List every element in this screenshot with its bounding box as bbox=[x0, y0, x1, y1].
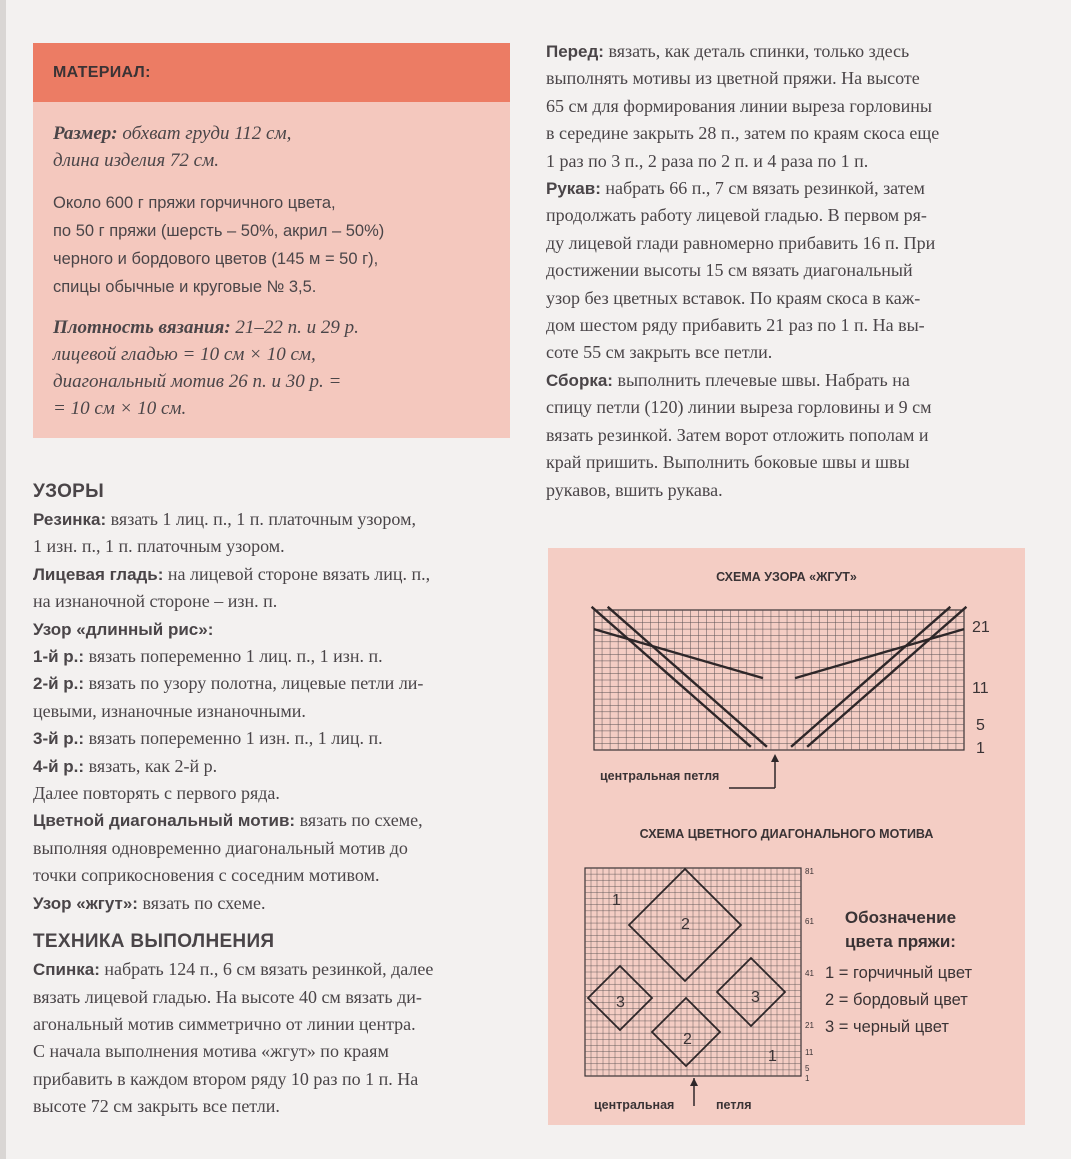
patterns-heading: УЗОРЫ bbox=[33, 481, 105, 502]
density-line: = 10 см × 10 см. bbox=[53, 398, 187, 419]
legend-title-1: Обозначение bbox=[844, 908, 957, 927]
chart2-area-label: 2 bbox=[681, 916, 690, 933]
text-line bbox=[33, 506, 513, 533]
text-line bbox=[33, 670, 513, 697]
text-line bbox=[33, 1038, 513, 1065]
line-text: точки соприкосновения с соседним мотивом. bbox=[33, 865, 380, 886]
term-label: Перед: bbox=[546, 42, 604, 61]
left-column bbox=[33, 478, 513, 1121]
text-line bbox=[546, 477, 1026, 504]
line-text: 65 см для формирования линии выреза горловины bbox=[546, 95, 932, 116]
density-line: лицевой гладью = 10 см × 10 см, bbox=[53, 344, 316, 365]
chart2-area-label: 1 bbox=[768, 1048, 777, 1065]
term-label: Спинка: bbox=[33, 960, 100, 980]
text-line bbox=[33, 890, 513, 917]
line-text: дом шестом ряду прибавить 21 раз по 1 п. На вы- bbox=[546, 315, 925, 336]
line-text: спицу петли (120) линии выреза горловины и 9 см bbox=[546, 397, 932, 418]
text-line bbox=[33, 533, 513, 560]
line-text: на изнаночной стороне – изн. п. bbox=[33, 591, 278, 612]
term-label: 1-й р.: bbox=[33, 647, 85, 667]
chart2-row-label: 41 bbox=[805, 969, 814, 978]
line-text: узор без цветных вставок. По краям скоса в каж- bbox=[546, 287, 921, 308]
legend-item-3: 3 = черный цвет bbox=[825, 1018, 949, 1036]
line-text: цевыми, изнаночные изнаночными. bbox=[33, 700, 306, 721]
text-line bbox=[33, 835, 513, 862]
yarn-legend bbox=[825, 906, 973, 1041]
chart1-row-5: 5 bbox=[976, 717, 985, 734]
text-line bbox=[546, 257, 1026, 284]
text-line bbox=[33, 561, 513, 588]
text-line bbox=[546, 367, 1026, 394]
text-line bbox=[33, 956, 513, 983]
text-line bbox=[33, 1011, 513, 1038]
yarn-line: по 50 г пряжи (шерсть – 50%, акрил – 50%) bbox=[53, 222, 385, 240]
material-box bbox=[33, 43, 510, 438]
text-line bbox=[33, 1093, 513, 1120]
schemes-box bbox=[548, 548, 1025, 1125]
diagonal-motif-chart bbox=[578, 860, 858, 1120]
text-line bbox=[546, 312, 1026, 339]
line-text: прибавить в каждом втором ряду 10 раз по 1 п. На bbox=[33, 1068, 419, 1089]
text-line bbox=[33, 862, 513, 889]
text-line bbox=[33, 616, 513, 643]
line-text: в середине закрыть 28 п., затем по краям скоса еще bbox=[546, 123, 940, 144]
chart2-row-label: 5 bbox=[805, 1064, 810, 1073]
line-text: вязать лицевой гладью. На высоте 40 см вязать ди- bbox=[33, 986, 422, 1007]
text-line bbox=[546, 38, 1026, 65]
line-text: вязать по узору полотна, лицевые петли ли- bbox=[84, 673, 424, 694]
chart1-row-11: 11 bbox=[972, 680, 989, 697]
line-text: край пришить. Выполнить боковые швы и швы bbox=[546, 452, 910, 473]
line-text: выполнять мотивы из цветной пряжи. На высоте bbox=[546, 68, 920, 89]
text-line bbox=[33, 588, 513, 615]
chart1-row-21: 21 bbox=[972, 619, 990, 636]
line-text: продолжать работу лицевой гладью. В первом ря- bbox=[546, 205, 927, 226]
line-text: высоте 72 см закрыть все петли. bbox=[33, 1096, 280, 1117]
text-line bbox=[546, 175, 1026, 202]
text-line bbox=[546, 339, 1026, 366]
term-label: 2-й р.: bbox=[33, 674, 85, 694]
text-line bbox=[546, 65, 1026, 92]
chart2-row-label: 21 bbox=[805, 1021, 814, 1030]
text-line bbox=[33, 753, 513, 780]
line-text: вязать 1 лиц. п., 1 п. платочным узором, bbox=[106, 509, 416, 529]
text-line bbox=[33, 643, 513, 670]
chart1-braid-strand bbox=[807, 607, 966, 747]
term-label: Резинка: bbox=[33, 510, 107, 529]
chart2-area-label: 1 bbox=[612, 892, 621, 909]
text-line bbox=[33, 780, 513, 807]
chart2-row-label: 81 bbox=[805, 867, 814, 876]
term-label: 3-й р.: bbox=[33, 729, 85, 749]
text-line bbox=[546, 394, 1026, 421]
line-text: вязать по схеме, bbox=[295, 810, 423, 831]
chart2-row-label: 61 bbox=[805, 917, 814, 926]
material-header-label: МАТЕРИАЛ: bbox=[53, 63, 151, 81]
term-label: Цветной диагональный мотив: bbox=[33, 811, 296, 831]
line-text: 1 раз по 3 п., 2 раза по 2 п. и 4 раза по 1 п. bbox=[546, 150, 869, 171]
text-line bbox=[546, 93, 1026, 120]
right-column bbox=[546, 38, 1026, 504]
material-header bbox=[33, 43, 510, 102]
text-line bbox=[546, 422, 1026, 449]
chart2-area-label: 3 bbox=[751, 989, 760, 1006]
line-text: набрать 124 п., 6 см вязать резинкой, далее bbox=[99, 959, 434, 980]
line-text: выполняя одновременно диагональный мотив до bbox=[33, 837, 408, 858]
legend-item-1: 1 = горчичный цвет bbox=[825, 964, 973, 982]
chart1-inner-strand bbox=[594, 629, 763, 678]
line-text: достижении высоты 15 см вязать диагональный bbox=[546, 260, 913, 281]
line-text: на лицевой стороне вязать лиц. п., bbox=[163, 563, 431, 584]
technique-heading: ТЕХНИКА ВЫПОЛНЕНИЯ bbox=[33, 931, 275, 953]
chart1-center-arrow-head bbox=[771, 754, 779, 762]
chart2-area-label: 3 bbox=[616, 994, 625, 1011]
line-text: ду лицевой глади равномерно прибавить 16 п. При bbox=[546, 232, 936, 253]
yarn-line: спицы обычные и круговые № 3,5. bbox=[53, 278, 317, 296]
chart1-braid-strand bbox=[608, 607, 767, 747]
line-text: набрать 66 п., 7 см вязать резинкой, затем bbox=[600, 178, 925, 199]
line-text: вязать попеременно 1 лиц. п., 1 изн. п. bbox=[84, 646, 383, 667]
term-label: 4-й р.: bbox=[33, 756, 85, 776]
term-label: Рукав: bbox=[546, 179, 601, 199]
line-text: вязать, как 2-й р. bbox=[84, 755, 218, 776]
line-text: выполнить плечевые швы. Набрать на bbox=[612, 369, 910, 390]
line-text: соте 55 см закрыть все петли. bbox=[546, 342, 773, 363]
term-label: Узор «длинный рис»: bbox=[33, 619, 214, 639]
density-line: диагональный мотив 26 п. и 30 р. = bbox=[53, 371, 342, 392]
text-line bbox=[546, 449, 1026, 476]
scheme1-title: СХЕМА УЗОРА «ЖГУТ» bbox=[716, 570, 857, 584]
chart1-inner-strand bbox=[795, 629, 964, 678]
chart1-braid-strand bbox=[592, 607, 751, 747]
text-line bbox=[546, 148, 1026, 175]
size-paragraph bbox=[53, 120, 490, 174]
patterns-section bbox=[33, 506, 513, 917]
yarn-paragraph bbox=[53, 189, 490, 301]
chart2-center-label-right: петля bbox=[716, 1098, 752, 1112]
text-line bbox=[33, 698, 513, 725]
line-text: агональный мотив симметрично от линии центра. bbox=[33, 1013, 416, 1034]
term-label: Лицевая гладь: bbox=[33, 564, 164, 584]
chart1-row-1: 1 bbox=[976, 740, 985, 757]
size-label: Размер: bbox=[53, 123, 118, 144]
text-line bbox=[546, 120, 1026, 147]
density-label: Плотность вязания: bbox=[53, 317, 231, 338]
technique-section bbox=[33, 956, 513, 1120]
density-text: 21–22 п. и 29 р. bbox=[235, 317, 359, 338]
chart2-row-label: 1 bbox=[805, 1074, 810, 1083]
chart2-center-label-left: центральная bbox=[594, 1098, 675, 1112]
chart2-center-arrow-head bbox=[690, 1078, 698, 1086]
chart1-center-label: центральная петля bbox=[600, 769, 720, 783]
yarn-line: Около 600 г пряжи горчичного цвета, bbox=[53, 194, 336, 212]
line-text: Далее повторять с первого ряда. bbox=[33, 783, 280, 804]
term-label: Узор «жгут»: bbox=[33, 893, 138, 913]
line-text: вязать резинкой. Затем ворот отложить пополам и bbox=[546, 424, 929, 445]
line-text: С начала выполнения мотива «жгут» по краям bbox=[33, 1041, 389, 1062]
size-text-2: длина изделия 72 см. bbox=[53, 150, 219, 171]
line-text: вязать попеременно 1 изн. п., 1 лиц. п. bbox=[84, 728, 383, 749]
scheme2-title: СХЕМА ЦВЕТНОГО ДИАГОНАЛЬНОГО МОТИВА bbox=[639, 827, 934, 841]
yarn-line: черного и бордового цветов (145 м = 50 г), bbox=[53, 250, 379, 268]
text-line bbox=[33, 984, 513, 1011]
line-text: вязать по схеме. bbox=[137, 892, 266, 913]
text-line bbox=[546, 230, 1026, 257]
line-text: рукавов, вшить рукава. bbox=[546, 479, 723, 500]
term-label: Сборка: bbox=[546, 370, 613, 390]
text-line bbox=[33, 807, 513, 834]
density-paragraph bbox=[53, 314, 490, 422]
text-line bbox=[546, 285, 1026, 312]
page-spine-shadow bbox=[0, 0, 6, 1159]
size-text: обхват груди 112 см, bbox=[122, 123, 292, 144]
chart2-area-label: 2 bbox=[683, 1031, 692, 1048]
legend-title-2: цвета пряжи: bbox=[845, 932, 956, 951]
line-text: вязать, как деталь спинки, только здесь bbox=[603, 41, 910, 61]
text-line bbox=[33, 725, 513, 752]
text-line bbox=[546, 202, 1026, 229]
legend-item-2: 2 = бордовый цвет bbox=[825, 991, 968, 1009]
braid-chart bbox=[548, 604, 1025, 834]
chart1-braid-strand bbox=[791, 607, 950, 747]
chart2-row-label: 11 bbox=[805, 1048, 814, 1057]
line-text: 1 изн. п., 1 п. платочным узором. bbox=[33, 536, 285, 557]
text-line bbox=[33, 1066, 513, 1093]
